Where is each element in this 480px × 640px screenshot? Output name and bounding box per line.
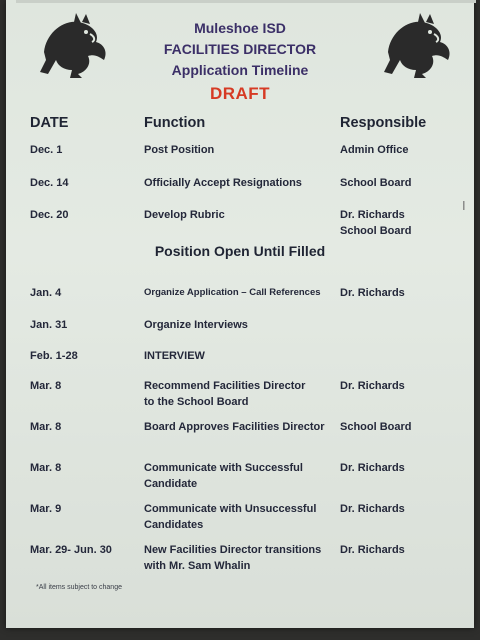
row-1-function: Post Position — [144, 144, 215, 156]
row-4-function: Organize Application – Call References — [144, 287, 321, 298]
row-9-responsible: Dr. Richards — [340, 462, 405, 474]
row-9-function: Communicate with Successful Candidate — [144, 462, 303, 490]
row-2-function: Officially Accept Resignations — [144, 177, 302, 189]
district-name: Muleshoe ISD — [194, 20, 286, 36]
row-5-date: Jan. 31 — [30, 319, 68, 331]
column-header-function: Function — [144, 115, 206, 131]
position-title: FACILITIES DIRECTOR — [163, 41, 317, 57]
row-3-date: Dec. 20 — [30, 209, 69, 221]
footnote: *All items subject to change — [36, 584, 122, 591]
row-1-date: Dec. 1 — [30, 144, 63, 156]
row-9-date: Mar. 8 — [30, 462, 62, 474]
row-10-date: Mar. 9 — [30, 503, 62, 515]
row-1-responsible: Admin Office — [340, 144, 409, 156]
section-label: Position Open Until Filled — [154, 243, 326, 259]
page-top-edge — [16, 0, 476, 3]
row-8-date: Mar. 8 — [30, 421, 62, 433]
column-header-responsible: Responsible — [340, 115, 427, 131]
row-11-responsible: Dr. Richards — [340, 544, 405, 556]
row-7-responsible: Dr. Richards — [340, 380, 405, 392]
text-cursor-icon: I — [462, 198, 466, 213]
row-2-responsible: School Board — [340, 177, 412, 189]
row-11-function: New Facilities Director transitions with Mr. Sam Whalin — [144, 544, 322, 572]
row-8-responsible: School Board — [340, 421, 412, 433]
draft-label: DRAFT — [209, 84, 271, 103]
row-8-function: Board Approves Facilities Director — [144, 421, 325, 433]
row-7-date: Mar. 8 — [30, 380, 62, 392]
row-11-date: Mar. 29- Jun. 30 — [30, 544, 112, 556]
row-5-function: Organize Interviews — [144, 319, 248, 331]
row-3-function: Develop Rubric — [144, 209, 225, 221]
row-10-responsible: Dr. Richards — [340, 503, 405, 515]
row-6-date: Feb. 1-28 — [30, 350, 78, 362]
row-2-date: Dec. 14 — [30, 177, 69, 189]
row-3-responsible: Dr. Richards School Board — [340, 209, 412, 237]
row-4-date: Jan. 4 — [30, 287, 62, 299]
column-header-date: DATE — [30, 115, 69, 131]
document-title: Application Timeline — [171, 62, 309, 78]
row-7-function: Recommend Facilities Director to the School Board — [144, 380, 306, 408]
row-10-function: Communicate with Unsuccessful Candidates — [144, 503, 317, 531]
row-4-responsible: Dr. Richards — [340, 287, 405, 299]
row-6-function: INTERVIEW — [144, 350, 205, 362]
